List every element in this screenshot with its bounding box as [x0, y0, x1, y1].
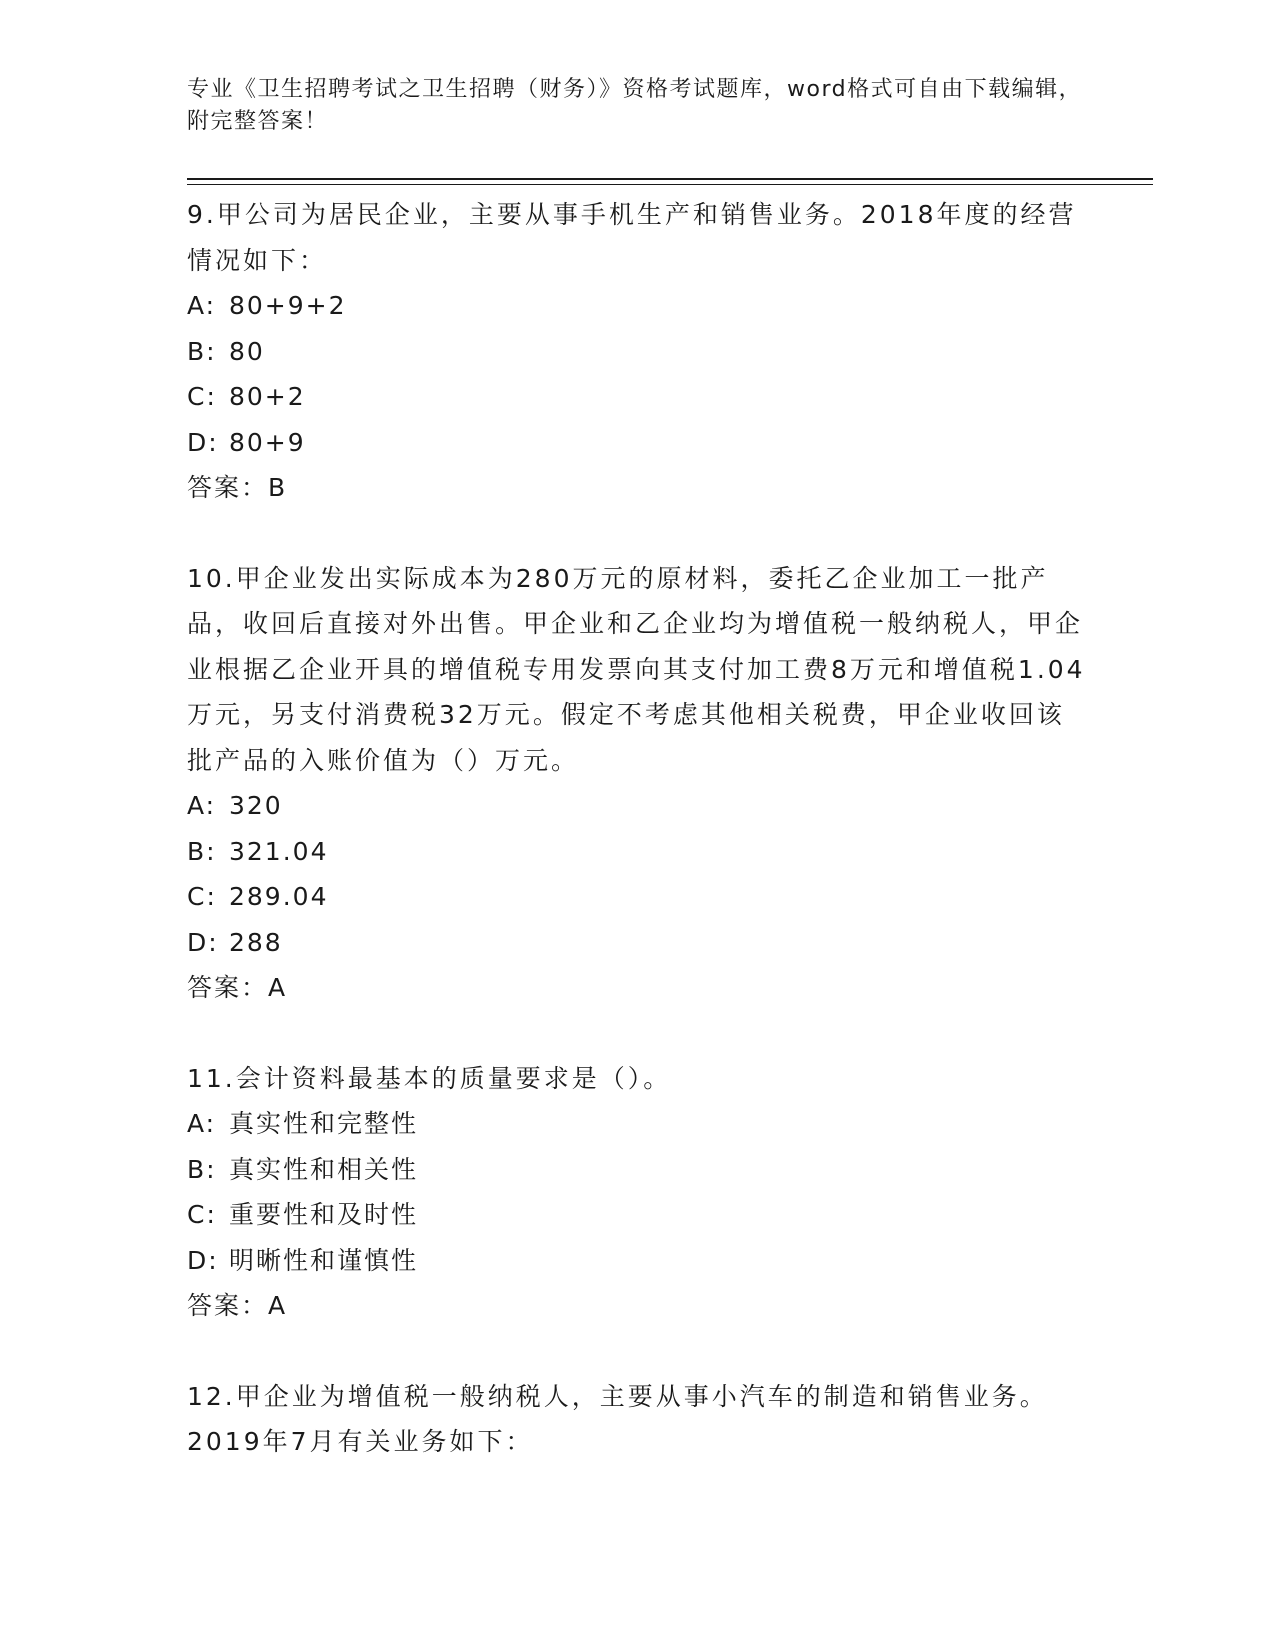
question-spacer	[187, 511, 1087, 556]
option-b	[187, 1147, 1087, 1193]
option-b	[187, 329, 1087, 375]
question-stem: 9.甲公司为居民企业，主要从事手机生产和销售业务。2018年度的经营情况如下：	[187, 200, 1077, 275]
option-text: 明晰性和谨慎性	[229, 1245, 419, 1275]
option-text: 80+2	[229, 382, 306, 411]
option-text: 320	[229, 791, 283, 820]
option-key: C:	[187, 382, 217, 411]
option-key: C:	[187, 882, 217, 911]
option-key: D:	[187, 927, 219, 957]
option-text: 289.04	[229, 882, 329, 911]
option-text: 80+9+2	[229, 291, 347, 320]
option-a	[187, 283, 1087, 329]
question-stem: 11.会计资料最基本的质量要求是（）。	[187, 1063, 672, 1093]
option-text: 321.04	[229, 836, 329, 866]
option-key: D:	[187, 427, 219, 457]
option-a	[187, 1101, 1087, 1147]
option-b	[187, 829, 1087, 875]
option-text: 真实性和完整性	[229, 1109, 419, 1138]
answer-value: A	[268, 973, 288, 1002]
question-12	[187, 1374, 1087, 1465]
answer-label: 答案：	[187, 1291, 269, 1320]
option-d	[187, 1238, 1087, 1284]
option-d	[187, 920, 1087, 966]
question-10	[187, 556, 1087, 1011]
option-c	[187, 1192, 1087, 1238]
option-key: B:	[187, 836, 217, 866]
header-divider-thick	[187, 178, 1153, 180]
question-11	[187, 1056, 1087, 1329]
document-header: 专业《卫生招聘考试之卫生招聘（财务）》资格考试题库，word格式可自由下载编辑，附完整答案！	[187, 77, 1083, 134]
question-stem: 10.甲企业发出实际成本为280万元的原材料，委托乙企业加工一批产品，收回后直接对外出售。甲企业和乙企业均为增值税一般纳税人，甲企业根据乙企业开具的增值税专用发票向其支付加工费8万元和增值税1.04万元，另支付消费税32万元。假定不考虑其他相关税费，甲企业收回该批产品的入账价值为（）万元。	[187, 563, 1086, 775]
question-stem: 12.甲企业为增值税一般纳税人，主要从事小汽车的制造和销售业务。2019年7月有关业务如下：	[187, 1381, 1048, 1456]
answer-line	[187, 465, 1087, 511]
answer-line	[187, 965, 1087, 1011]
option-text: 重要性和及时性	[229, 1200, 419, 1229]
answer-label: 答案：	[187, 973, 269, 1002]
option-text: 80	[229, 336, 265, 366]
answer-value: A	[268, 1291, 288, 1320]
option-key: A:	[187, 1109, 217, 1138]
option-text: 80+9	[229, 427, 306, 457]
question-spacer	[187, 1011, 1087, 1056]
option-key: D:	[187, 1245, 219, 1275]
option-text: 真实性和相关性	[229, 1154, 419, 1184]
option-c	[187, 874, 1087, 920]
option-c	[187, 374, 1087, 420]
answer-label: 答案：	[187, 473, 269, 502]
question-spacer	[187, 1329, 1087, 1374]
answer-line	[187, 1283, 1087, 1329]
question-list	[187, 192, 1087, 1465]
option-key: B:	[187, 1154, 217, 1184]
option-key: B:	[187, 336, 217, 366]
option-text: 288	[229, 927, 283, 957]
option-a	[187, 783, 1087, 829]
option-key: C:	[187, 1200, 217, 1229]
header-divider-thin	[187, 184, 1153, 185]
question-9	[187, 192, 1087, 511]
option-key: A:	[187, 291, 217, 320]
answer-value: B	[268, 473, 288, 502]
option-d	[187, 420, 1087, 466]
option-key: A:	[187, 791, 217, 820]
